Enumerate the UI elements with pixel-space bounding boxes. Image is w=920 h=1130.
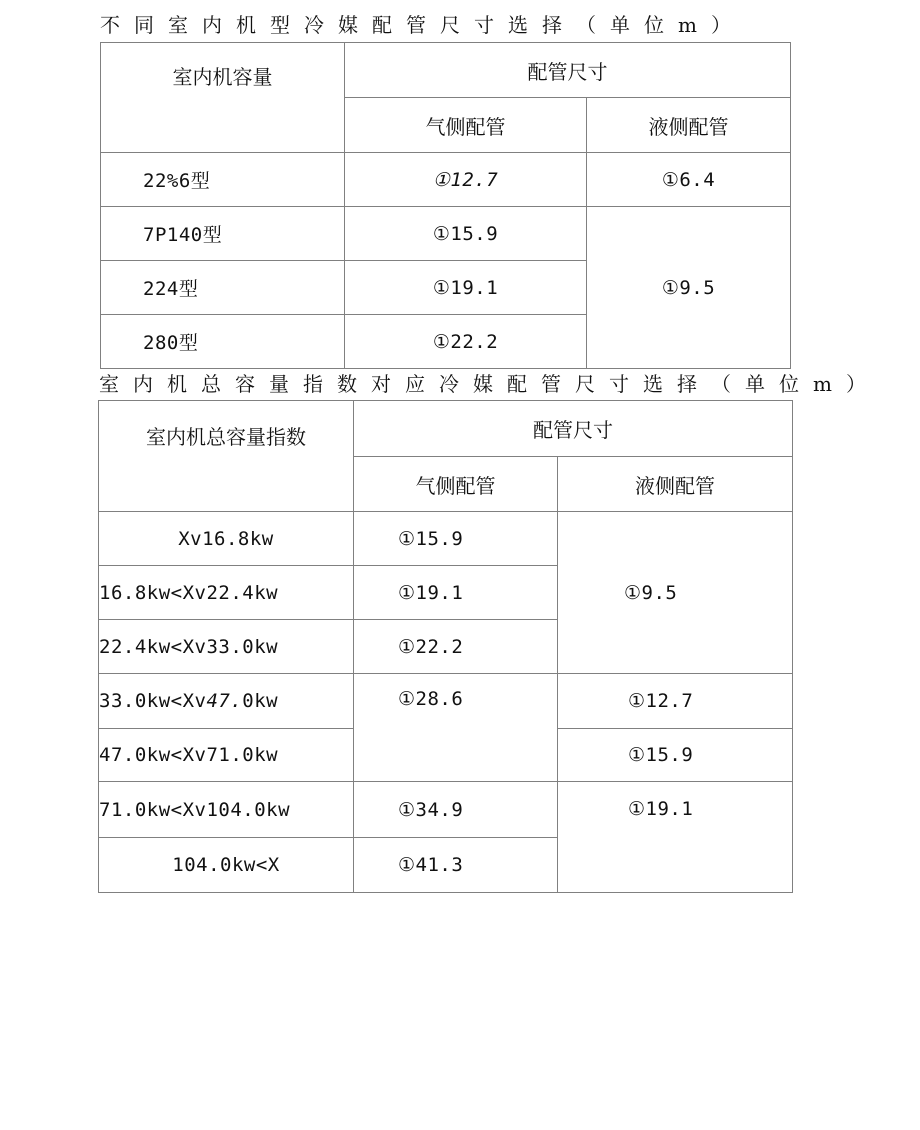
capacity-range-cell: 16.8kw<Xv22.4kw xyxy=(99,566,354,620)
gas-pipe-cell: ①15.9 xyxy=(354,512,558,566)
capacity-header: 室内机容量 xyxy=(101,43,345,153)
liquid-pipe-header: 液侧配管 xyxy=(587,98,791,153)
model-cell: 22%6型 xyxy=(101,153,345,207)
liquid-pipe-cell: ①6.4 xyxy=(587,153,791,207)
table1-title: 不同室内机型冷媒配管尺寸选择（单位m） xyxy=(100,13,745,37)
capacity-range-part: 33.0kw<Xv xyxy=(99,690,207,712)
pipe-size-by-capacity-index-table xyxy=(98,400,793,893)
liquid-pipe-cell: ①9.5 xyxy=(558,512,793,674)
capacity-range-cell: 22.4kw<Xv33.0kw xyxy=(99,620,354,674)
liquid-pipe-cell: ①9.5 xyxy=(587,207,791,369)
gas-pipe-header: 气侧配管 xyxy=(354,457,558,512)
model-cell: 224型 xyxy=(101,261,345,315)
pipe-size-header: 配管尺寸 xyxy=(354,401,793,457)
gas-pipe-cell: ①12.7 xyxy=(345,153,587,207)
capacity-range-cell: 104.0kw<X xyxy=(99,838,354,893)
liquid-pipe-cell: ①12.7 xyxy=(558,674,793,729)
liquid-pipe-cell: ①15.9 xyxy=(558,729,793,782)
table2-title: 室内机总容量指数对应冷媒配管尺寸选择（单位m） xyxy=(99,372,880,396)
capacity-range-part: 0kw xyxy=(242,690,279,712)
gas-pipe-cell: ①41.3 xyxy=(354,838,558,893)
gas-pipe-cell: ①19.1 xyxy=(354,566,558,620)
model-cell: 280型 xyxy=(101,315,345,369)
liquid-pipe-cell: ①19.1 xyxy=(558,782,793,893)
gas-pipe-cell: ①19.1 xyxy=(345,261,587,315)
gas-pipe-cell: ①28.6 xyxy=(354,674,558,782)
capacity-range-cell: 71.0kw<Xv104.0kw xyxy=(99,782,354,838)
gas-pipe-cell: ①15.9 xyxy=(345,207,587,261)
gas-pipe-cell: ①22.2 xyxy=(345,315,587,369)
gas-pipe-cell: ①22.2 xyxy=(354,620,558,674)
capacity-range-cell: 47.0kw<Xv71.0kw xyxy=(99,729,354,782)
capacity-range-cell: Xv16.8kw xyxy=(99,512,354,566)
capacity-range-part: 47. xyxy=(206,690,243,712)
gas-pipe-cell: ①34.9 xyxy=(354,782,558,838)
pipe-size-header: 配管尺寸 xyxy=(345,43,791,98)
gas-pipe-header: 气侧配管 xyxy=(345,98,587,153)
capacity-range-cell xyxy=(99,674,354,729)
pipe-size-by-model-table xyxy=(100,42,791,369)
capacity-index-header: 室内机总容量指数 xyxy=(99,401,354,512)
liquid-pipe-header: 液侧配管 xyxy=(558,457,793,512)
model-cell: 7P140型 xyxy=(101,207,345,261)
